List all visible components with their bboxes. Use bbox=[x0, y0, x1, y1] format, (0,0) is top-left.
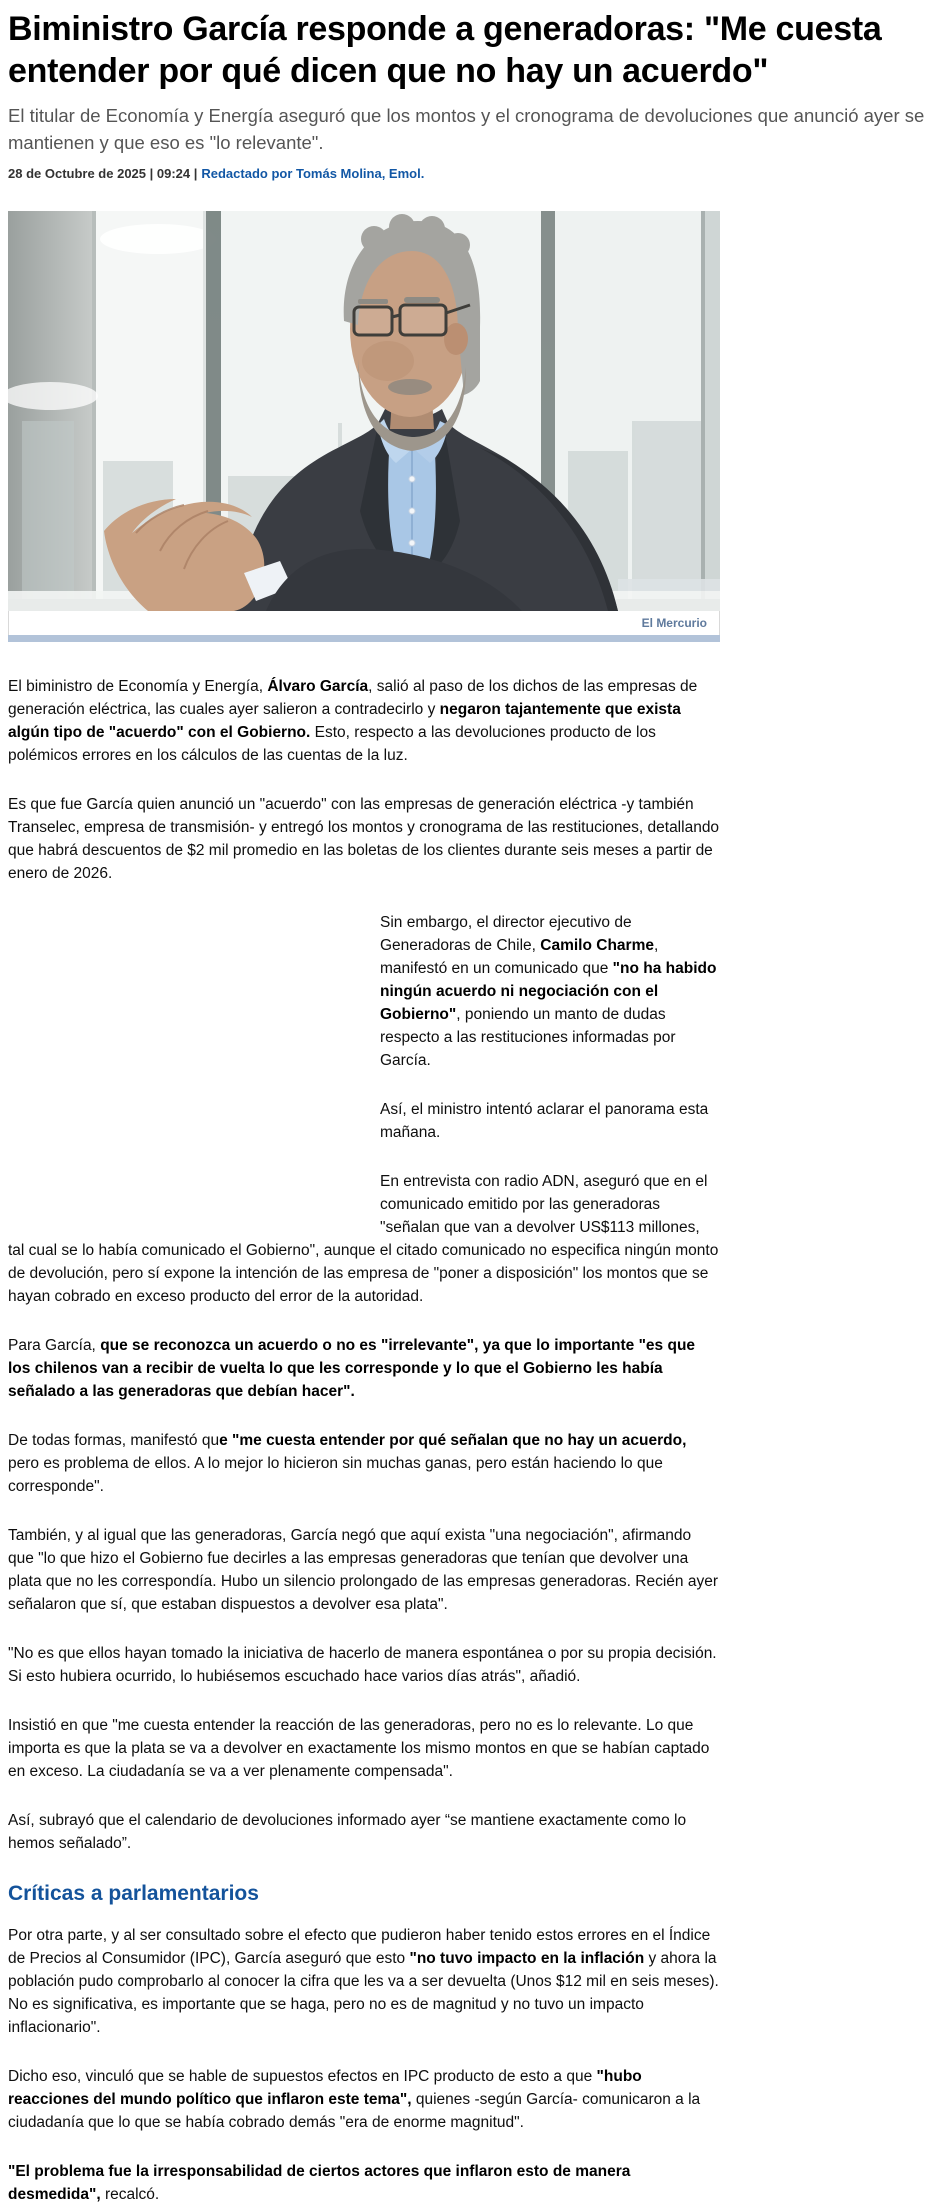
body-text: De todas formas, manifestó qu bbox=[8, 1432, 220, 1449]
body-text: Para García, bbox=[8, 1337, 101, 1354]
emphasis-text: Camilo Charme bbox=[540, 937, 654, 954]
body-text: , manifestó en un comunicado que bbox=[380, 937, 659, 977]
article-paragraph bbox=[8, 2160, 720, 2206]
body-text: Insistió en que "me cuesta entender la reacción de las generadoras, pero no es lo relevante. Lo que importa es que la plata se va a devolver en exactamente los mismo montos en que se habían captado en exceso. La ciudadanía se va a ver plenamente compensada". bbox=[8, 1717, 710, 1780]
body-text: recalcó. bbox=[100, 2186, 160, 2203]
article-paragraph bbox=[8, 1524, 720, 1616]
article-paragraph bbox=[8, 793, 720, 885]
article-body bbox=[8, 675, 720, 2206]
emphasis-text: "El problema fue la irresponsabilidad de ciertos actores que inflaron esto de manera desmedida", bbox=[8, 2163, 631, 2203]
emphasis-text: "no ha habido ningún acuerdo ni negociación con el Gobierno" bbox=[380, 960, 717, 1023]
page-title: Biministro García responde a generadoras: "Me cuesta entender por qué dicen que no hay un acuerdo" bbox=[8, 10, 882, 90]
emphasis-text: que se reconozca un acuerdo o no es "irrelevante", ya que lo importante "es que los chilenos van a recibir de vuelta lo que les corresponde y lo que el Gobierno les había señalado a las generadoras que debían hacer". bbox=[8, 1337, 696, 1400]
photo-caption bbox=[8, 611, 720, 635]
body-text: pero es problema de ellos. A lo mejor lo hicieron sin muchas ganas, pero están haciendo lo que corresponde". bbox=[8, 1455, 663, 1495]
date-time: 28 de Octubre de 2025 | 09:24 | bbox=[8, 166, 198, 181]
photo-image bbox=[8, 211, 720, 611]
photo-credit: El Mercurio bbox=[641, 616, 707, 630]
body-text: Sin embargo, el director ejecutivo de Generadoras de Chile, bbox=[380, 914, 632, 954]
body-text: , salió al paso de los dichos de las empresas de generación eléctrica, las cuales ayer salieron a contradecirlo y bbox=[8, 678, 698, 718]
emphasis-text: "hubo reacciones del mundo político que inflaron este tema", bbox=[8, 2068, 642, 2108]
article-paragraph bbox=[8, 675, 720, 767]
article-paragraph bbox=[8, 1429, 720, 1498]
body-text: Así, subrayó que el calendario de devoluciones informado ayer “se mantiene exactamente como lo hemos señalado”. bbox=[8, 1812, 687, 1852]
article-page bbox=[8, 8, 933, 2206]
article-paragraph bbox=[8, 1809, 720, 1855]
author-link[interactable]: Redactado por Tomás Molina, Emol. bbox=[201, 166, 425, 181]
emphasis-text: negaron tajantemente que exista algún tipo de "acuerdo" con el Gobierno. bbox=[8, 701, 681, 741]
body-text: Es que fue García quien anunció un "acuerdo" con las empresas de generación eléctrica -y también Transelec, empresa de transmisión- y entregó los montos y cronograma de las restituciones, detallando que habrá descuentos de $2 mil promedio en las boletas de los clientes durante seis meses a partir de enero de 2026. bbox=[8, 796, 720, 882]
article-paragraph bbox=[8, 1334, 720, 1403]
photo-bottom-bar bbox=[8, 635, 720, 642]
body-text: , poniendo un manto de dudas respecto a las restituciones informadas por García. bbox=[380, 1006, 676, 1069]
article-photo bbox=[8, 211, 720, 642]
emphasis-text: "no tuvo impacto en la inflación bbox=[409, 1950, 645, 1967]
body-text: quienes -según García- comunicaron a la ciudadanía que lo que se había cobrado demás "era de enorme magnitud". bbox=[8, 2091, 701, 2131]
byline bbox=[8, 166, 933, 181]
article-paragraph bbox=[8, 1642, 720, 1688]
body-text: "No es que ellos hayan tomado la iniciativa de hacerlo de manera espontánea o por su propia decisión. Si esto hubiera ocurrido, lo hubiésemos escuchado hace varios días atrás", añadió. bbox=[8, 1645, 717, 1685]
body-text: Por otra parte, y al ser consultado sobre el efecto que pudieron haber tenido estos errores en el Índice de Precios al Consumidor (IPC), García aseguró que esto bbox=[8, 1927, 711, 1967]
photo-illustration bbox=[8, 211, 720, 611]
article-subtitle: El titular de Economía y Energía aseguró que los montos y el cronograma de devoluciones que anunció ayer se mantienen y que eso es "lo relevante". bbox=[8, 105, 925, 153]
body-text: En entrevista con radio ADN, aseguró que en el comunicado emitido por las generadoras "señalan que van a devolver US$113 millones, tal cual se lo había comunicado el Gobierno", aunque el citado comunicado no especifica ningún monto de devolución, pero sí expone la intención de las empresa de "poner a disposición" los montos que se hayan cobrado en exceso producto del error de la autoridad. bbox=[8, 1173, 719, 1305]
body-text: El biministro de Economía y Energía, bbox=[8, 678, 268, 695]
body-text: Dicho eso, vinculó que se hable de supuestos efectos en IPC producto de esto a que bbox=[8, 2068, 597, 2085]
emphasis-text: Álvaro García bbox=[267, 678, 369, 695]
section-heading: Críticas a parlamentarios bbox=[8, 1882, 259, 1905]
ad-placeholder bbox=[8, 911, 380, 1217]
article-paragraph bbox=[8, 1924, 720, 2039]
body-text: y ahora la población pudo comprobarlo al conocer la cifra que les va a ser devuelta (Unos $12 mil en seis meses). No es significativa, es importante que se haga, pero no es de magnitud y no tuvo un impacto inflacionario". bbox=[8, 1950, 719, 2036]
body-text: Esto, respecto a las devoluciones producto de los polémicos errores en los cálculos de las cuentas de la luz. bbox=[8, 724, 656, 764]
body-text: También, y al igual que las generadoras, García negó que aquí exista "una negociación", afirmando que "lo que hizo el Gobierno fue decirles a las empresas generadoras que tenían que devolver una plata que no les correspondía. Hubo un silencio prolongado de las empresas generadoras. Recién ayer señalaron que sí, que estaban dispuestos a devolver esa plata". bbox=[8, 1527, 719, 1613]
article-paragraph bbox=[8, 1714, 720, 1783]
emphasis-text: e "me cuesta entender por qué señalan que no hay un acuerdo, bbox=[219, 1432, 687, 1449]
article-paragraph bbox=[8, 2065, 720, 2134]
body-text: Así, el ministro intentó aclarar el panorama esta mañana. bbox=[380, 1101, 709, 1141]
